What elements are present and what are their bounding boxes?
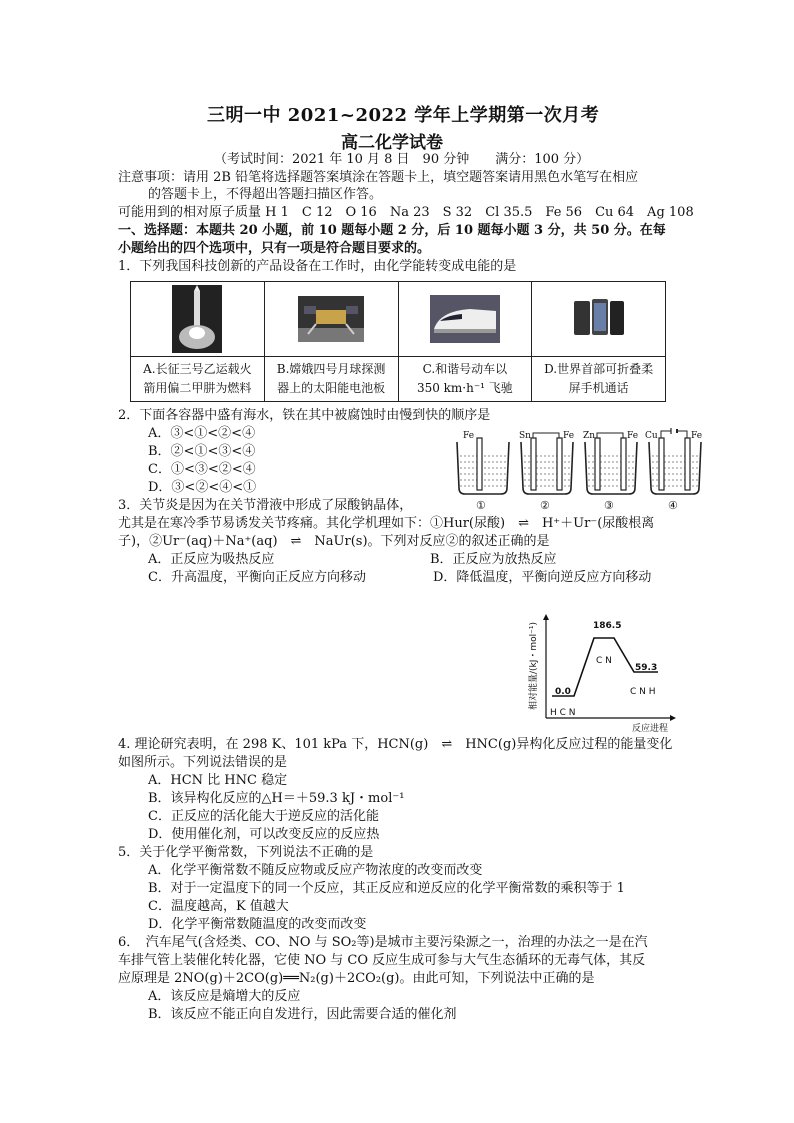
- q4-line2: 如图所示。下列说法错误的是: [118, 755, 288, 770]
- q1-cell-a-image: [131, 282, 265, 357]
- q1-option-a-line2: 箭用偏二甲肼为燃料: [143, 381, 252, 395]
- section-heading: 小题给出的四个选项中，只有一项是符合题目要求的。: [118, 241, 431, 256]
- energy-profile-diagram: [522, 614, 682, 734]
- bullet-train-image: [430, 295, 500, 343]
- level-2-value: 59.3: [635, 663, 658, 673]
- q6-line2: 车排气管上装催化转化器，它使 NO 与 CO 反应生成可参与大气生态循环的无毒气体，其反: [118, 953, 646, 968]
- q2-option-d: D．③<②<④<①: [148, 480, 257, 495]
- y-axis-label: 相对能量/(kJ・mol⁻¹): [529, 621, 539, 710]
- q4-option-c: C．正反应的活化能大于逆反应的活化能: [148, 809, 379, 824]
- q2-stem: 2．下面各容器中盛有海水，铁在其中被腐蚀时由慢到快的顺序是: [118, 408, 491, 423]
- q1-stem: 1．下列我国科技创新的产品设备在工作时，由化学能转变成电能的是: [118, 259, 517, 274]
- q6-line1: 6． 汽车尾气(含烃类、CO、NO 与 SO₂等)是城市主要污染源之一，治理的办法之一是在汽: [118, 935, 648, 950]
- q5-option-c: C．温度越高，K 值越大: [148, 899, 289, 914]
- q3-option-a: A．正反应为吸热反应: [148, 552, 275, 567]
- q1-option-b-line1: B.嫦娥四号月球探测: [276, 362, 386, 376]
- q6-option-b: B．该反应不能正向自发进行，因此需要合适的催化剂: [148, 1007, 457, 1022]
- q6-line3: 应原理是 2NO(g)＋2CO(g)══N₂(g)＋2CO₂(g)。由此可知，下列说法中正确的是: [118, 971, 595, 986]
- exam-subtitle: 高二化学试卷: [341, 133, 443, 153]
- q3-option-b: B．正反应为放热反应: [430, 552, 557, 567]
- beaker-3-electrode-zn: Zn: [583, 431, 596, 441]
- q1-cell-b-image: [264, 282, 398, 357]
- exam-title: 三明一中 2021~2022 学年上学期第一次月考: [207, 105, 600, 126]
- q3-line2: 尤其是在寒冷季节易诱发关节疼痛。其化学机理如下：①Hur(尿酸) ⇌ H⁺＋Ur⁻(尿酸根离: [118, 516, 655, 531]
- q3-option-d: D．降低温度，平衡向逆反应方向移动: [433, 570, 652, 585]
- q1-option-d-line1: D.世界首部可折叠柔: [544, 362, 654, 376]
- beaker-2-electrode-fe: Fe: [563, 431, 575, 441]
- beaker-2: [519, 431, 574, 512]
- level-1-value: 186.5: [593, 621, 622, 631]
- q1-option-a: [131, 357, 265, 402]
- notice-line: 的答题卡上，不得超出答题扫描区作答。: [148, 187, 383, 202]
- beaker-4-electrode-fe: Fe: [691, 431, 703, 441]
- q5-option-d: D．化学平衡常数随温度的改变而改变: [148, 917, 367, 932]
- q3-line1: 3．关节炎是因为在关节滑液中形成了尿酸钠晶体，: [118, 498, 413, 513]
- q5-option-b: B．对于一定温度下的同一个反应，其正反应和逆反应的化学平衡常数的乘积等于 1: [148, 881, 625, 896]
- level-0-value: 0.0: [555, 687, 571, 697]
- q1-option-b-line2: 器上的太阳能电池板: [277, 381, 386, 395]
- beaker-4: [645, 428, 702, 512]
- lunar-lander-image: [298, 296, 364, 342]
- q5-option-a: A．化学平衡常数不随反应物或反应产物浓度的改变而改变: [148, 863, 483, 878]
- beaker-1-electrode-fe: Fe: [463, 431, 475, 441]
- q1-option-d: [532, 357, 666, 402]
- level-2-species: C N H: [630, 687, 656, 697]
- rocket-launch-image: [172, 285, 222, 353]
- atomic-masses: 可能用到的相对原子质量 H 1 C 12 O 16 Na 23 S 32 Cl 35.5 Fe 56 Cu 64 Ag 108: [118, 205, 694, 220]
- x-axis-label: 反应进程: [632, 724, 669, 734]
- beaker-3-electrode-fe: Fe: [627, 431, 639, 441]
- q3-option-c: C．升高温度，平衡向正反应方向移动: [148, 570, 366, 585]
- q2-option-b: B．②<①<③<④: [148, 444, 256, 459]
- notice-line: 注意事项：请用 2B 铅笔将选择题答案填涂在答题卡上，填空题答案请用黑色水笔写在相应: [118, 170, 639, 185]
- q1-cell-c-image: [398, 282, 532, 357]
- beaker-3-number: ③: [604, 499, 614, 512]
- beaker-4-electrode-cu: Cu: [645, 431, 658, 441]
- beaker-2-number: ②: [540, 499, 550, 512]
- q1-option-b: [264, 357, 398, 402]
- q1-option-a-line1: A.长征三号乙运载火: [143, 362, 252, 376]
- beaker-1: [457, 431, 509, 512]
- q1-option-c: [398, 357, 532, 402]
- beaker-4-number: ④: [668, 499, 678, 512]
- level-0-species: H C N: [550, 708, 576, 718]
- q2-option-c: C．①<③<②<④: [148, 462, 256, 477]
- q1-option-table: [130, 281, 666, 402]
- level-1-species: C N: [596, 656, 612, 666]
- q3-line3: 子)，②Ur⁻(aq)＋Na⁺(aq) ⇌ NaUr(s)。下列对反应②的叙述正确的是: [118, 534, 550, 549]
- beaker-1-number: ①: [476, 499, 486, 512]
- q1-option-c-line1: C.和谐号动车以: [422, 362, 508, 376]
- q4-option-d: D．使用催化剂，可以改变反应的反应热: [148, 827, 380, 842]
- q5-stem: 5．关于化学平衡常数，下列说法不正确的是: [118, 845, 374, 860]
- q6-option-a: A．该反应是熵增大的反应: [148, 989, 301, 1004]
- y-axis-arrow-icon: [543, 614, 549, 620]
- q4-line1: 4. 理论研究表明，在 298 K、101 kPa 下，HCN(g) ⇌ HNC(g)异构化反应过程的能量变化: [118, 737, 673, 752]
- section-heading: 一、选择题：本题共 20 小题，前 10 题每小题 2 分，后 10 题每小题 3 分，共 50 分。在每: [118, 223, 666, 238]
- beaker-3: [583, 431, 638, 512]
- beaker-2-electrode-sn: Sn: [519, 431, 531, 441]
- foldable-phone-image: [568, 295, 630, 343]
- q4-option-a: A．HCN 比 HNC 稳定: [148, 773, 288, 788]
- corrosion-beakers-diagram: [455, 428, 705, 512]
- q1-cell-d-image: [532, 282, 666, 357]
- exam-info: （考试时间：2021 年 10 月 8 日 90 分钟 满分：100 分）: [214, 152, 590, 167]
- x-axis-arrow-icon: [670, 715, 676, 721]
- q4-option-b: B．该异构化反应的△H＝＋59.3 kJ・mol⁻¹: [148, 791, 405, 806]
- q1-option-d-line2: 屏手机通话: [568, 381, 629, 395]
- q1-option-c-line2: 350 km·h⁻¹ 飞驰: [416, 381, 513, 395]
- q2-option-a: A．③<①<②<④: [148, 426, 256, 441]
